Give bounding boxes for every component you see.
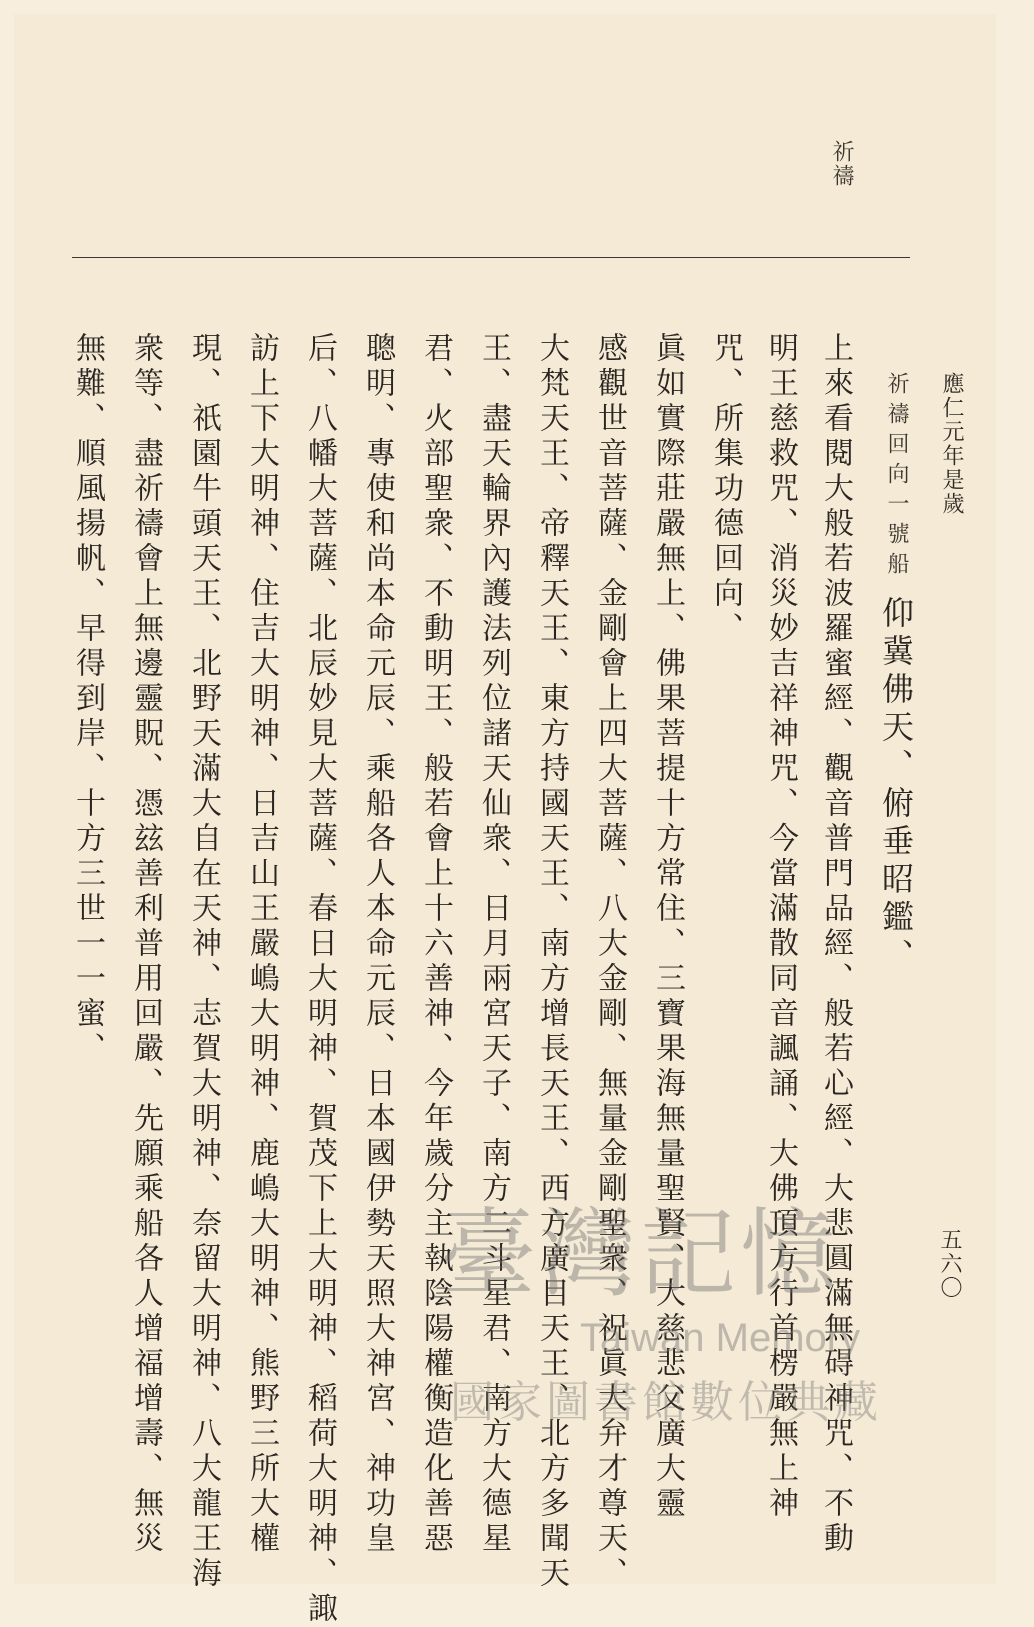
text-column-9: 聰明、專使和尚本命元辰、乘船各人本命元辰、日本國伊勢天照大神宮、神功皇	[360, 332, 395, 1557]
watermark-subtitle: 國家圖書館數位典藏	[450, 1377, 882, 1428]
prayer-title	[877, 372, 915, 976]
text-column-1: 上來看閱大般若波羅蜜經、觀音普門品經、般若心經、大悲圓滿無碍神咒、不動	[818, 332, 853, 1557]
text-column-13: 衆等、盡祈禱會上無邊靈貺、憑玆善利普用回嚴、先願乘船各人增福增壽、無災	[128, 332, 163, 1557]
text-column-14: 無難、順風揚帆、早得到岸、十方三世一一蜜、	[70, 332, 105, 1067]
text-column-11: 訪上下大明神、住吉大明神、日吉山王嚴嶋大明神、鹿嶋大明神、熊野三所大權	[244, 332, 279, 1557]
header-rule	[72, 257, 910, 258]
text-column-8: 君、火部聖衆、不動明王、般若會上十六善神、今年歲分主執陰陽權衡造化善惡	[418, 332, 453, 1557]
colophon-year: 應仁元年是歲	[939, 372, 964, 516]
text-column-10: 后、八幡大菩薩、北辰妙見大菩薩、春日大明神、賀茂下上大明神、稻荷大明神、諏	[302, 332, 337, 1627]
text-column-6: 大梵天王、帝釋天王、東方持國天王、南方增長天王、西方廣目天王、北方多聞天	[534, 332, 569, 1592]
text-column-5: 感觀世音菩薩、金剛會上四大菩薩、八大金剛、無量金剛聖衆、祝眞大弁才尊天、	[592, 332, 627, 1592]
title-prefix: 祈禱回向一號船	[884, 372, 909, 582]
watermark-english: Taiwan Memory	[580, 1316, 861, 1360]
running-head: 祈禱	[829, 140, 854, 188]
title-main: 仰冀佛天、俯垂昭鑑、	[877, 596, 915, 976]
text-column-3: 咒、所集功德回向、	[708, 332, 743, 647]
text-column-4: 眞如實際莊嚴無上、佛果菩提十方常住、三寶果海無量聖賢、大慈悲父廣大靈	[650, 332, 685, 1522]
text-column-12: 現、祇園牛頭天王、北野天滿大自在天神、志賀大明神、奈留大明神、八大龍王海	[186, 332, 221, 1592]
page-number: 五六〇	[937, 1228, 962, 1300]
watermark-title: 臺灣記憶	[440, 1198, 840, 1310]
text-column-2: 明王慈救咒、消災妙吉祥神咒、今當滿散同音諷誦、大佛頂方行首楞嚴無上神	[763, 332, 798, 1522]
text-column-7: 王、盡天輪界內護法列位諸天仙衆、日月兩宮天子、南方二斗星君、南方大德星	[476, 332, 511, 1557]
